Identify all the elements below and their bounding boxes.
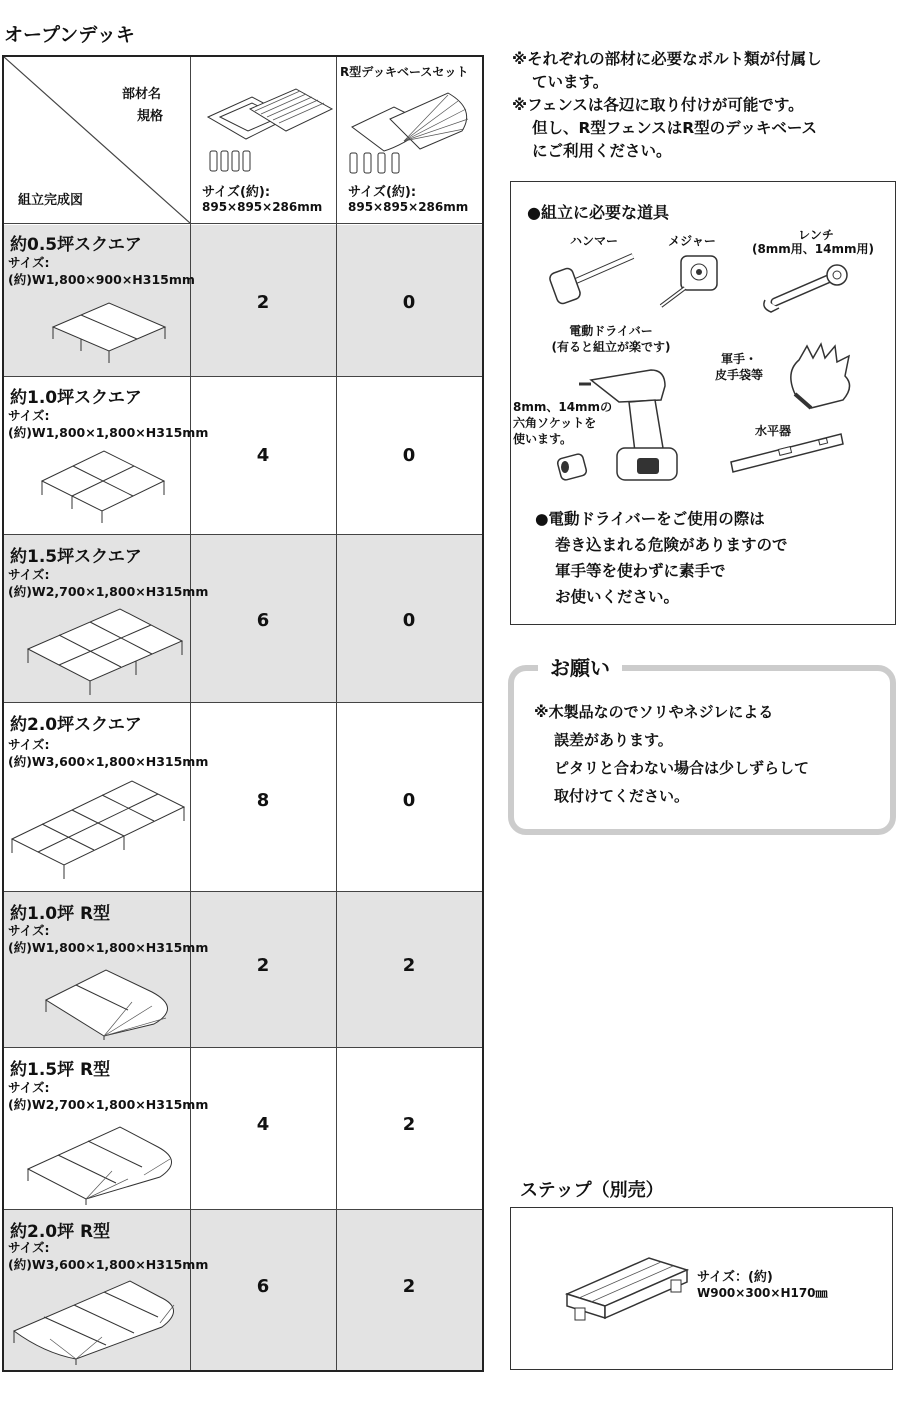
request-heading: お願い xyxy=(538,652,622,681)
warning-line: 巻き込まれる危険がありますので xyxy=(555,536,788,554)
hammer-icon xyxy=(547,250,639,306)
gloves-icon xyxy=(781,342,865,412)
r-count: 0 xyxy=(402,790,416,811)
assembly-diagram xyxy=(38,447,168,525)
note-line: ※それぞれの部材に必要なボルト類が付属し xyxy=(512,50,822,68)
warning-line: ●電動ドライバーをご使用の際は xyxy=(535,510,765,528)
row-size-label: サイズ: xyxy=(8,408,50,423)
row-size-value: (約)W2,700×1,800×H315mm xyxy=(8,584,209,599)
wrench-icon xyxy=(757,262,857,314)
row-size-label: サイズ: xyxy=(8,923,50,938)
row-title: 約1.0坪スクエア xyxy=(10,388,142,408)
square-count: 6 xyxy=(256,1276,270,1297)
request-text xyxy=(534,698,809,810)
r-deck-illustration xyxy=(344,85,480,180)
assembly-diagram xyxy=(24,605,186,697)
note-line: 但し、R型フェンスはR型のデッキベース xyxy=(532,119,818,137)
row-size-value: (約)W1,800×1,800×H315mm xyxy=(8,425,209,440)
assembly-diagram xyxy=(49,299,169,364)
square-count: 2 xyxy=(256,292,270,313)
warning-line: 軍手等を使わずに素手で xyxy=(555,562,726,580)
request-line: ピタリと合わない場合は少しずらして xyxy=(554,759,810,777)
wrench-sub-label: (8mm用、14mm用) xyxy=(751,242,875,256)
driver-sub-label: (有ると組立が楽です) xyxy=(551,340,671,354)
request-line: 取付けてください。 xyxy=(554,787,690,805)
square-count: 2 xyxy=(256,955,270,976)
wrench-label: レンチ xyxy=(798,228,834,242)
r-count: 0 xyxy=(402,445,416,466)
step-size-label: サイズ：(約) xyxy=(697,1270,773,1285)
notes xyxy=(512,48,822,163)
socket-icon xyxy=(553,450,593,484)
note-line: ※フェンスは各辺に取り付けが可能です。 xyxy=(512,96,804,114)
measure-label: メジャー xyxy=(668,234,716,248)
r-count: 0 xyxy=(402,610,416,631)
level-label: 水平器 xyxy=(754,424,791,438)
parts-label: 部材名 xyxy=(122,87,162,102)
row-size-label: サイズ: xyxy=(8,567,50,582)
r-size-label: サイズ(約): xyxy=(348,185,417,200)
row-size-value: (約)W2,700×1,800×H315mm xyxy=(8,1097,209,1112)
row-size-value: (約)W1,800×900×H315mm xyxy=(8,272,195,287)
assembly-diagram xyxy=(42,962,184,1040)
assembly-diagram xyxy=(24,1119,184,1205)
row-size-value: (約)W3,600×1,800×H315mm xyxy=(8,1257,209,1272)
socket-label-2: 六角ソケットを xyxy=(513,416,597,430)
row-title: 約1.5坪スクエア xyxy=(10,547,142,567)
row-size-value: (約)W1,800×1,800×H315mm xyxy=(8,940,209,955)
square-size-label: サイズ(約): xyxy=(202,185,271,200)
driver-label: 電動ドライバー xyxy=(569,324,653,338)
square-count: 8 xyxy=(256,790,270,811)
parts-table xyxy=(2,55,484,1372)
square-size-value: 895×895×286mm xyxy=(202,200,323,214)
r-count: 2 xyxy=(402,1114,416,1135)
row-title: 約2.0坪 R型 xyxy=(10,1222,111,1242)
spirit-level-icon xyxy=(725,426,849,478)
note-line: にご利用ください。 xyxy=(532,142,672,160)
request-line: 誤差があります。 xyxy=(554,731,673,749)
gloves-label-1: 軍手・ xyxy=(720,352,757,366)
gloves-label-2: 皮手袋等 xyxy=(714,368,763,382)
step-heading: ステップ（別売） xyxy=(520,1180,664,1201)
r-count: 2 xyxy=(402,955,416,976)
request-line: ※木製品なのでソリやネジレによる xyxy=(534,703,774,721)
r-size-value: 895×895×286mm xyxy=(348,200,469,214)
row-title: 約0.5坪スクエア xyxy=(10,235,142,255)
socket-label-1: 8mm、14mmの xyxy=(513,400,613,414)
step-box xyxy=(510,1207,893,1370)
r-count: 0 xyxy=(402,292,416,313)
assembly-diagram xyxy=(8,773,188,885)
square-count: 6 xyxy=(256,610,270,631)
tools-heading: ●組立に必要な道具 xyxy=(527,203,669,222)
row-title: 約1.0坪 R型 xyxy=(10,904,111,924)
assembly-diagram xyxy=(10,1275,186,1365)
r-count: 2 xyxy=(402,1276,416,1297)
row-size-label: サイズ: xyxy=(8,255,50,270)
row-size-label: サイズ: xyxy=(8,1240,50,1255)
r-deck-name: R型デッキベースセット xyxy=(340,65,469,79)
row-size-value: (約)W3,600×1,800×H315mm xyxy=(8,754,209,769)
square-count: 4 xyxy=(256,445,270,466)
row-size-label: サイズ: xyxy=(8,1080,50,1095)
step-illustration xyxy=(563,1248,691,1328)
step-size-value: W900×300×H170㎜ xyxy=(697,1286,828,1300)
assembly-label: 組立完成図 xyxy=(18,193,84,208)
note-line: ています。 xyxy=(532,73,609,91)
row-title: 約2.0坪スクエア xyxy=(10,715,142,735)
square-count: 4 xyxy=(256,1114,270,1135)
square-deck-illustration xyxy=(200,79,334,179)
row-size-label: サイズ: xyxy=(8,737,50,752)
socket-label-3: 使います。 xyxy=(513,432,573,446)
spec-label: 規格 xyxy=(137,109,164,124)
warning-line: お使いください。 xyxy=(555,588,680,606)
page-title: オープンデッキ xyxy=(4,24,135,46)
hammer-label: ハンマー xyxy=(569,234,618,248)
driver-warning xyxy=(535,506,788,610)
tape-measure-icon xyxy=(655,250,735,310)
row-title: 約1.5坪 R型 xyxy=(10,1060,111,1080)
tools-box xyxy=(510,181,896,625)
